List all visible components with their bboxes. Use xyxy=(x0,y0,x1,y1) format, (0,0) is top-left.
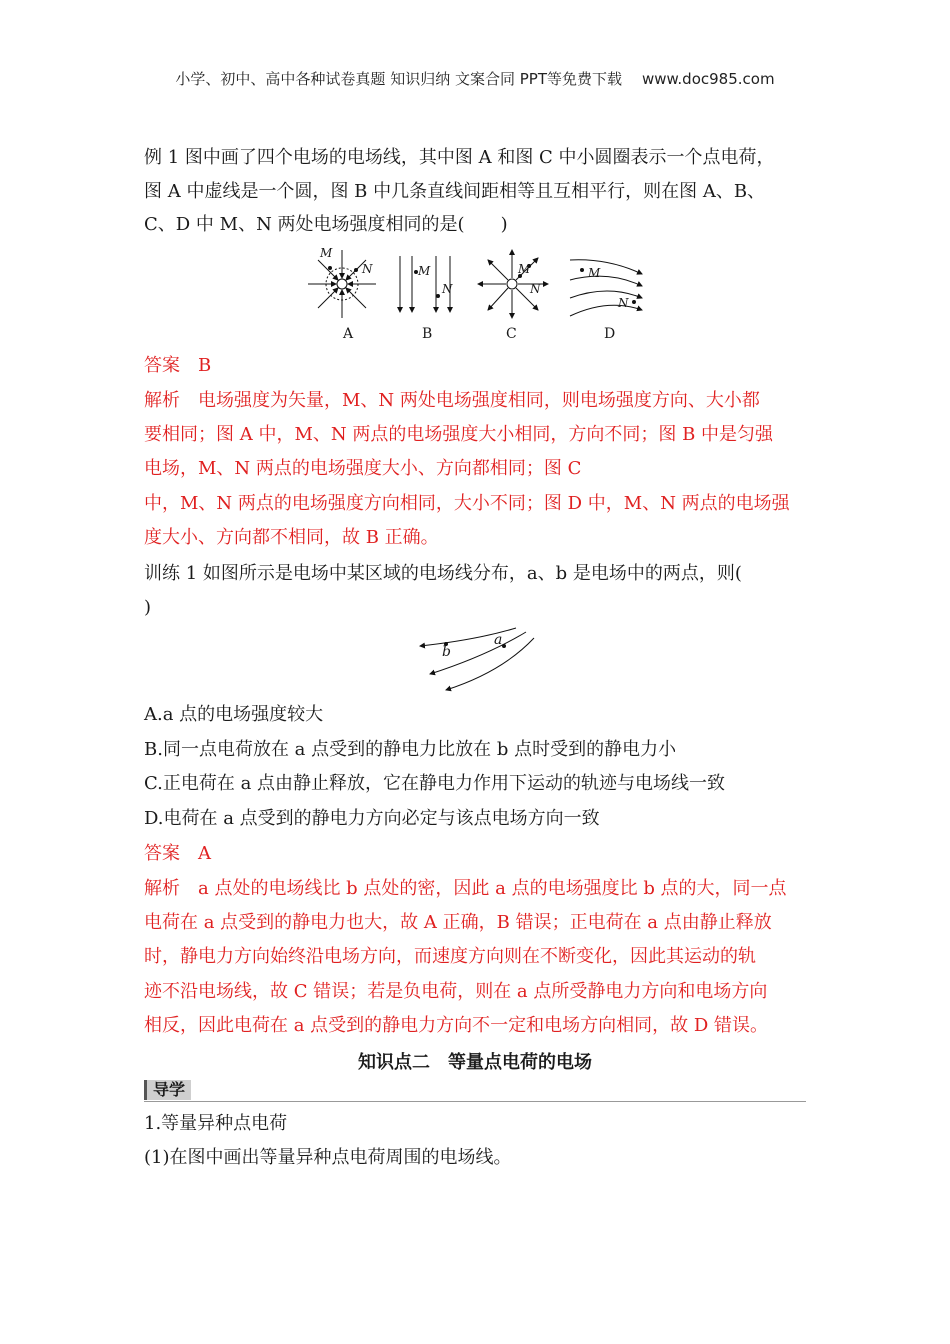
example1-line2: 图 A 中虚线是一个圆，图 B 中几条直线间距相等且互相平行，则在图 A、B、 xyxy=(144,181,766,202)
training1-analysis-3: 时，静电力方向始终沿电场方向，而速度方向则在不断变化，因此其运动的轨 xyxy=(144,946,756,967)
figure-d xyxy=(566,254,646,322)
training1-label-a: a xyxy=(494,632,503,648)
fig-a-label-m: M xyxy=(320,246,333,260)
figure-d-caption: D xyxy=(604,326,616,342)
example1-answer: 答案 B xyxy=(144,355,212,376)
training1-line2: ) xyxy=(144,597,152,618)
training1-analysis-5: 相反，因此电荷在 a 点受到的静电力方向不一定和电场方向相同，故 D 错误。 xyxy=(144,1015,769,1036)
training1-analysis-4: 迹不沿电场线，故 C 错误；若是负电荷，则在 a 点所受静电力方向和电场方向 xyxy=(144,981,768,1002)
training1-analysis-2: 电荷在 a 点受到的静电力也大，故 A 正确，B 错误；正电荷在 a 点由静止释放 xyxy=(144,912,772,933)
fig-c-label-n: N xyxy=(530,282,541,296)
training1-analysis-1: 解析 a 点处的电场线比 b 点处的密，因此 a 点的电场强度比 b 点的大，同一点 xyxy=(144,878,787,899)
example1-analysis-3: 电场，M、N 两点的电场强度大小、方向都相同；图 C xyxy=(144,458,582,479)
figure-c-caption: C xyxy=(506,326,517,342)
fig-d-label-n: N xyxy=(618,296,629,310)
fig-b-label-n: N xyxy=(442,282,453,296)
example1-analysis-2: 要相同；图 A 中，M、N 两点的电场强度大小相同，方向不同；图 B 中是匀强 xyxy=(144,424,774,445)
header-url: www.doc985.com xyxy=(641,70,775,88)
example1-analysis-1: 解析 电场强度为矢量，M、N 两处电场强度相同，则电场强度方向、大小都 xyxy=(144,390,760,411)
figure-a xyxy=(306,244,382,324)
example1-line3: C、D 中 M、N 两处电场强度相同的是( ) xyxy=(144,214,508,235)
section2-tag: 导学 xyxy=(144,1080,191,1100)
training1-figure xyxy=(416,626,536,692)
section2-title: 知识点二 等量点电荷的电场 xyxy=(358,1052,592,1073)
fig-b-label-m: M xyxy=(418,264,431,278)
training1-line1: 训练 1 如图所示是电场中某区域的电场线分布，a、b 是电场中的两点，则( xyxy=(144,563,742,584)
training1-option-d: D.电荷在 a 点受到的静电力方向必定与该点电场方向一致 xyxy=(144,808,600,829)
training1-option-a: A.a 点的电场强度较大 xyxy=(144,704,324,725)
example1-analysis-5: 度大小、方向都不相同，故 B 正确。 xyxy=(144,527,439,548)
figure-a-caption: A xyxy=(343,326,354,342)
section2-item1-sub: (1)在图中画出等量异种点电荷周围的电场线。 xyxy=(144,1147,512,1168)
fig-d-label-m: M xyxy=(588,266,601,280)
fig-a-label-n: N xyxy=(362,262,373,276)
training1-label-b: b xyxy=(442,644,451,660)
example1-analysis-4: 中，M、N 两点的电场强度方向相同，大小不同；图 D 中，M、N 两点的电场强 xyxy=(144,493,790,514)
section2-item1: 1.等量异种点电荷 xyxy=(144,1113,288,1134)
training1-option-c: C.正电荷在 a 点由静止释放，它在静电力作用下运动的轨迹与电场线一致 xyxy=(144,773,726,794)
fig-c-label-m: M xyxy=(518,262,531,276)
training1-option-b: B.同一点电荷放在 a 点受到的静电力比放在 b 点时受到的静电力小 xyxy=(144,739,677,760)
section2-tag-rule xyxy=(144,1101,806,1102)
header-ad-text: 小学、初中、高中各种试卷真题 知识归纳 文案合同 PPT等免费下载 xyxy=(175,70,622,88)
example1-line1: 例 1 图中画了四个电场的电场线，其中图 A 和图 C 中小圆圈表示一个点电荷， xyxy=(144,147,775,168)
training1-answer: 答案 A xyxy=(144,843,211,864)
figure-b-caption: B xyxy=(422,326,433,342)
page-header xyxy=(0,68,950,89)
